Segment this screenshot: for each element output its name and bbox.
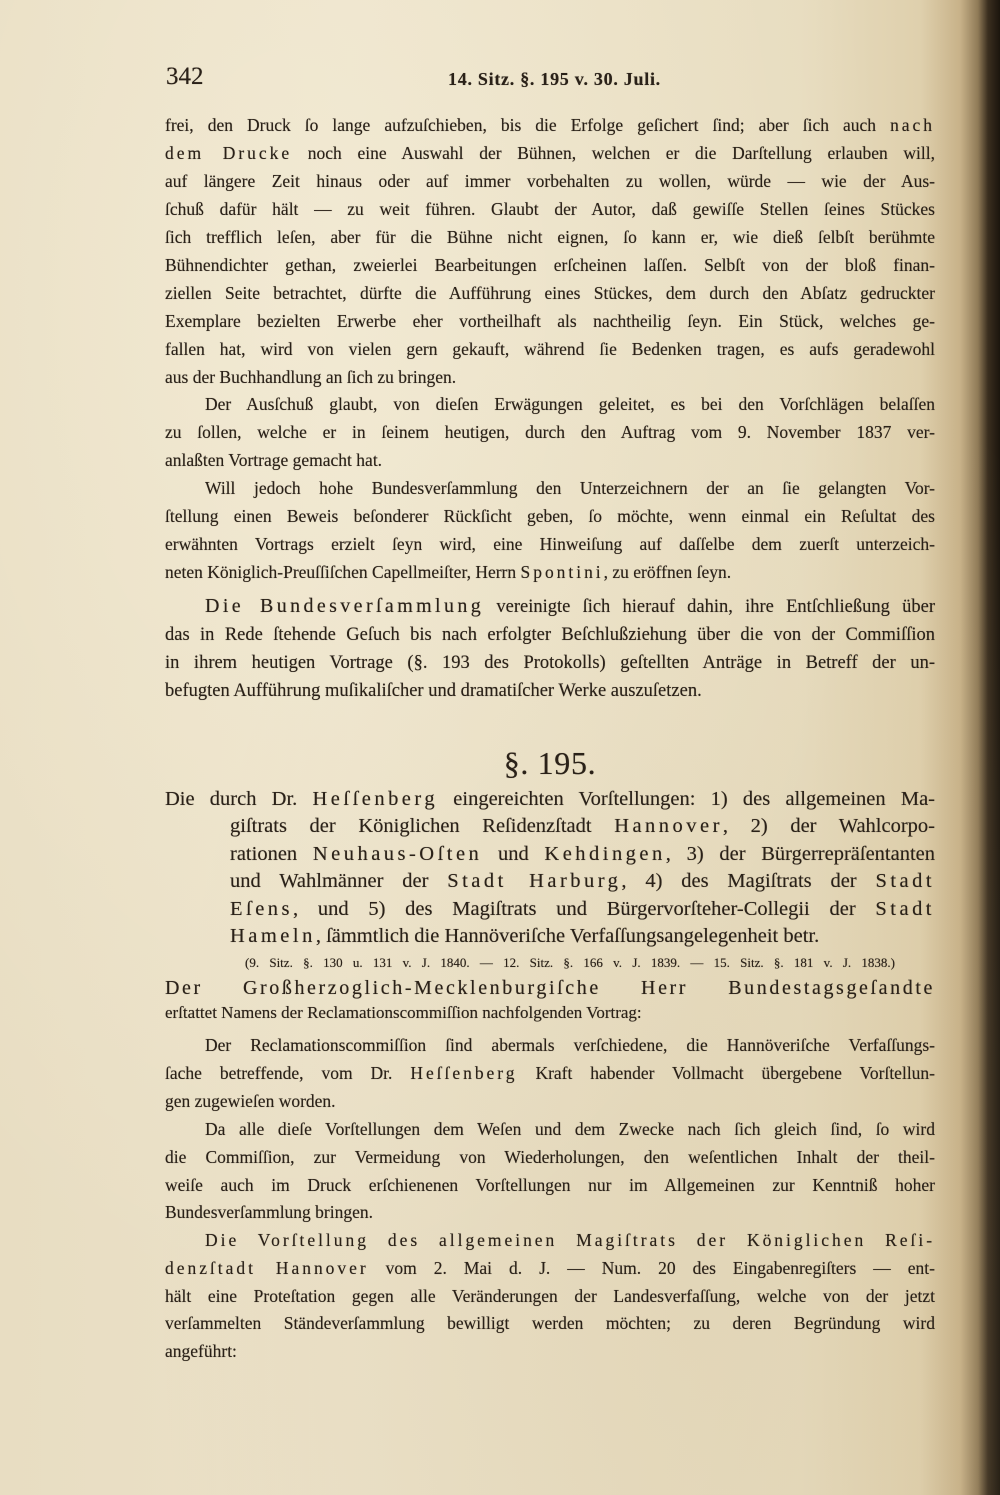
text-line: Will jedoch hohe Bundesverſammlung den Unterzeichnern der an ſie gelangten Vor-	[205, 478, 935, 498]
text-line: die Commiſſion, zur Vermeidung von Wiederholungen, den weſentlichen Inhalt der theil-	[165, 1146, 935, 1167]
text-line: verſammelten Ständeverſammlung bewilligt werden möchten; zu deren Begründung wird	[165, 1313, 935, 1334]
text-line: ſchuß dafür hält — zu weit führen. Glaubt der Autor, daß gewiſſe Stellen ſeines Stückes	[165, 199, 935, 219]
text-line: ziellen Seite betrachtet, dürfte die Aufführung eines Stückes, dem durch den Abſatz gedruckter	[165, 283, 935, 303]
text-line	[165, 813, 935, 840]
text-line: anlaßten Vortrage gemacht hat.	[165, 450, 383, 470]
text-line	[165, 923, 935, 950]
line-text: Die durch Dr.	[165, 788, 313, 810]
paragraph	[165, 1032, 935, 1115]
line-text: noch eine Auswahl der Bühnen, welchen er die Darſtellung erlauben will,	[292, 143, 936, 163]
text-line: gen zugewieſen worden.	[165, 1090, 336, 1111]
line-text: , 3) der Bürgerrepräſentanten	[665, 842, 936, 865]
line-text: , ſämmtlich die Hannöveriſche Verfaſſungsangelegenheit betr.	[315, 925, 820, 948]
emphasized-text: Spontini	[520, 562, 604, 582]
emphasized-text: Heſſenberg	[410, 1062, 518, 1083]
text-line: das in Rede ſtehende Geſuch bis nach erfolgter Beſchlußziehung über die von der Commiſſion	[165, 625, 935, 645]
text-line: Der Großherzoglich-Mecklenburgiſche Herr Bundestagsgeſandte	[165, 977, 935, 999]
text-line: Bundesverſammlung bringen.	[165, 1202, 374, 1223]
emphasized-text: Stadt	[875, 897, 935, 920]
line-text: vereinigte ſich hierauf dahin, ihre Entſchließung über	[484, 597, 935, 617]
paragraph	[165, 390, 935, 474]
text-line: Da alle dieſe Vorſtellungen dem Weſen und dem Zwecke nach ſich gleich ſind, ſo wird	[205, 1119, 935, 1139]
paragraph	[165, 1116, 935, 1227]
line-text: , 4) des Magiſtrats der	[621, 870, 876, 893]
paragraph	[165, 111, 935, 391]
speaker-line	[165, 975, 935, 1001]
paragraph	[165, 1227, 935, 1366]
emphasized-text: Eſens	[230, 897, 293, 920]
line-text: giſtrats der Königlichen Reſidenzſtadt	[230, 815, 615, 838]
line-text: eingereichten Vorſtellungen: 1) des allgemeinen Ma-	[438, 788, 935, 810]
text-line: Der Reclamationscommiſſion ſind abermals verſchiedene, die Hannöveriſche Verfaſſungs-	[205, 1035, 935, 1055]
emphasized-text: denzſtadt Hannover	[165, 1257, 369, 1278]
line-text: neten Königlich-Preuſſiſchen Capellmeiſter, Herrn	[165, 562, 521, 582]
text-line	[165, 139, 935, 167]
line-text: ſache betreffende, vom Dr.	[165, 1062, 411, 1083]
line-text: rationen	[230, 842, 313, 865]
text-line: ſtellung einen Beweis beſonderer Rückſicht geben, ſo möchte, wenn einmal ein Reſultat des	[165, 506, 935, 526]
text-line: Bühnendichter gethan, zweierlei Bearbeitungen erſcheinen laſſen. Selbſt von der bloß finan-	[165, 255, 935, 275]
text-line: fallen hat, wird von vielen gern gekauft, während ſie Bedenken tragen, es aufs geradewohl	[165, 339, 935, 359]
text-line	[165, 896, 935, 923]
text-line: zu ſollen, welche er in ſeinem heutigen, durch den Auftrag vom 9. November 1837 ver-	[165, 422, 935, 442]
emphasized-text: Stadt	[875, 870, 936, 893]
text-line	[165, 841, 935, 868]
section-heading: §. 195.	[503, 745, 597, 781]
reference-note	[245, 953, 895, 973]
text-line: in ihrem heutigen Vortrage (§. 193 des Protokolls) geſtellten Anträge in Betreff der un-	[165, 653, 935, 673]
text-line: befugten Aufführung muſikaliſcher und dramatiſcher Werke auszuſetzen.	[165, 681, 702, 701]
text-line	[165, 786, 935, 813]
text-line: angeführt:	[165, 1341, 237, 1362]
running-header: 14. Sitz. §. 195 v. 30. Juli.	[448, 69, 661, 89]
emphasized-text: Stadt Harburg	[447, 870, 622, 893]
text-line: erſtattet Namens der Reclamationscommiſſion nachfolgenden Vortrag:	[165, 1003, 642, 1022]
page-number: 342	[166, 63, 204, 90]
resolution-paragraph	[165, 592, 935, 705]
text-line	[165, 1255, 935, 1283]
text-line	[165, 592, 935, 621]
line-text: und	[482, 842, 545, 865]
line-text: vom 2. Mai d. J. — Num. 20 des Eingabenregiſters — ent-	[368, 1257, 935, 1278]
text-line	[165, 558, 935, 586]
section-title	[165, 786, 935, 950]
line-text: und Wahlmänner der	[230, 870, 448, 893]
line-text: frei, den Druck ſo lange aufzuſchieben, bis die Erfolge geſichert ſind; aber ſich auch	[165, 115, 891, 135]
text-line: weiſe auch im Druck erſchienenen Vorſtellungen nur im Allgemeinen zur Kenntniß hoher	[165, 1174, 935, 1195]
text-line: Exemplare bezielten Erwerbe eher vortheilhaft als nachtheilig ſeyn. Ein Stück, welches ge-	[165, 311, 935, 331]
text-line	[165, 868, 935, 895]
emphasized-text: Kehdingen	[544, 842, 666, 865]
emphasized-text: Neuhaus-Oſten	[312, 842, 483, 865]
speaker-note	[165, 1001, 935, 1025]
text-line: erwähnten Vortrags erzielt ſeyn wird, eine Hinweiſung auf daſſelbe dem zuerſt unterzeich-	[165, 534, 935, 554]
text-line: hält eine Proteſtation gegen alle Veränderungen der Landesverfaſſung, welche von der jetzt	[165, 1285, 935, 1306]
emphasized-text: dem Drucke	[165, 143, 293, 163]
emphasized-text: Hameln	[230, 925, 316, 948]
emphasized-text: Heſſenberg	[312, 788, 439, 810]
text-line: aus der Buchhandlung an ſich zu bringen.	[165, 367, 457, 387]
text-line: Die Vorſtellung des allgemeinen Magiſtrats der Königlichen Reſi-	[205, 1230, 935, 1250]
text-line	[165, 111, 935, 139]
line-text: , zu eröffnen ſeyn.	[603, 562, 732, 582]
text-line: Der Ausſchuß glaubt, von dieſen Erwägungen geleitet, es bei den Vorſchlägen belaſſen	[205, 394, 935, 414]
line-text: , und 5) des Magiſtrats und Bürgervorſteher-Collegii der	[292, 897, 876, 920]
line-text: Kraft habender Vollmacht übergebene Vorſtellun-	[517, 1062, 936, 1083]
paragraph	[165, 474, 935, 586]
text-line	[165, 1060, 935, 1088]
emphasized-text: Die Bundesverſammlung	[205, 595, 485, 617]
emphasized-text: nach	[890, 115, 935, 135]
line-text: , 2) der Wahlcorpo-	[722, 815, 935, 838]
text-line: auf längere Zeit hinaus oder auf immer vorbehalten zu wollen, würde — wie der Aus-	[165, 171, 935, 191]
emphasized-text: Hannover	[614, 815, 723, 838]
text-line: ſich trefflich leſen, aber für die Bühne nicht eignen, ſo kann er, wie dieß ſelbſt berühmte	[165, 227, 935, 247]
text-line: (9. Sitz. §. 130 u. 131 v. J. 1840. — 12. Sitz. §. 166 v. J. 1839. — 15. Sitz. §. 181 v. J. 1838.)	[245, 955, 895, 970]
